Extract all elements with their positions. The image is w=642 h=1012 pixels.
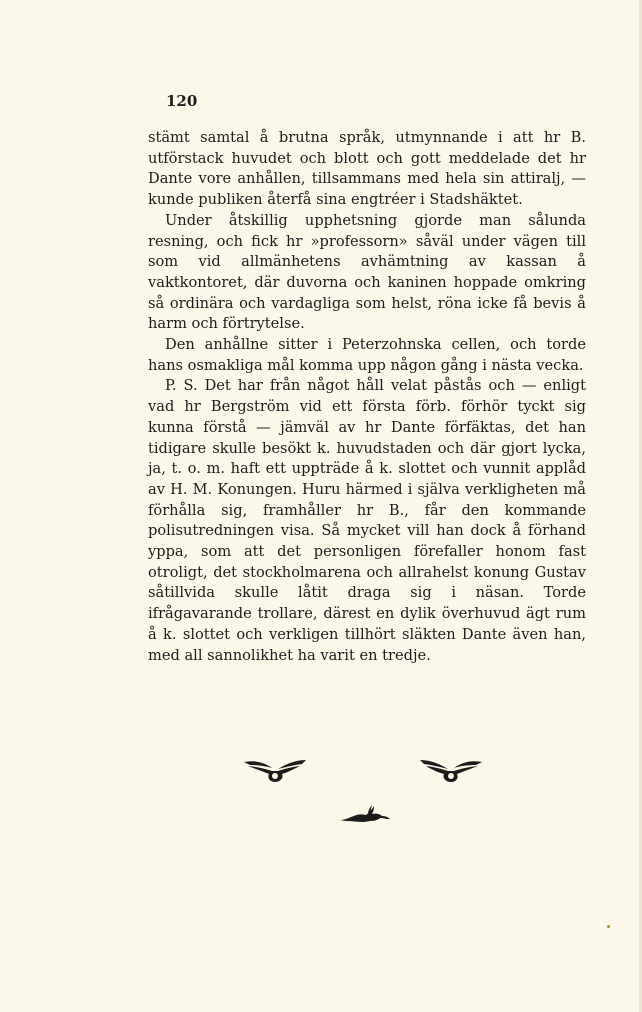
body-text [148,128,586,666]
paragraph: Under åtskillig upphetsning gjorde man sålunda resning, och fick hr »professorn» såväl under vägen till som vid allmänhetens avhämtning av kassan å vaktkontoret, där duvorna och kaninen hoppade omkring så ordinära och vardagliga som helst, röna icke få bevis å harm och förtrytelse. [148,211,586,333]
bird-ornament-icon [242,756,308,784]
paragraph: P. S. Det har från något håll velat påstås och — enligt vad hr Bergström vid ett första förb. förhör tyckt sig kunna förstå — jämväl av hr Dante förfäktas, det han tidigare skulle besökt k. huvudstaden och där gjort lycka, ja, t. o. m. haft ett uppträde å k. slottet och vunnit applåd av H. M. Konungen. Huru härmed i själva verkligheten må förhålla sig, framhåller hr B., får den kommande polisutredningen visa. Så mycket vill han dock å förhand yppa, som att det personligen förefaller honom fast otroligt, det stockholmarena och allrahelst konung Gustav såtillvida skulle låtit draga sig i näsan. Torde ifrågavarande trollare, därest en dylik överhuvud ägt rum å k. slottet och verkligen tillhört släkten Dante även han, med all sannolikhet ha varit en tredje. [148,377,586,664]
page-number: 120 [166,92,198,110]
bird-ornament-icon [418,756,484,784]
paragraph: Den anhållne sitter i Peterzohnska cellen, och torde hans osmakliga mål komma upp någon gång i nästa vecka. [148,336,586,374]
paragraph: stämt samtal å brutna språk, utmynnande i att hr B. utförstack huvudet och blott och gott meddelade det hr Dante vore anhållen, tillsammans med hela sin attiralj, — kunde publiken återfå sina engtréer i Stadshäktet. [148,129,586,209]
hare-ornament-icon [338,804,392,824]
paper-speck [607,925,610,928]
